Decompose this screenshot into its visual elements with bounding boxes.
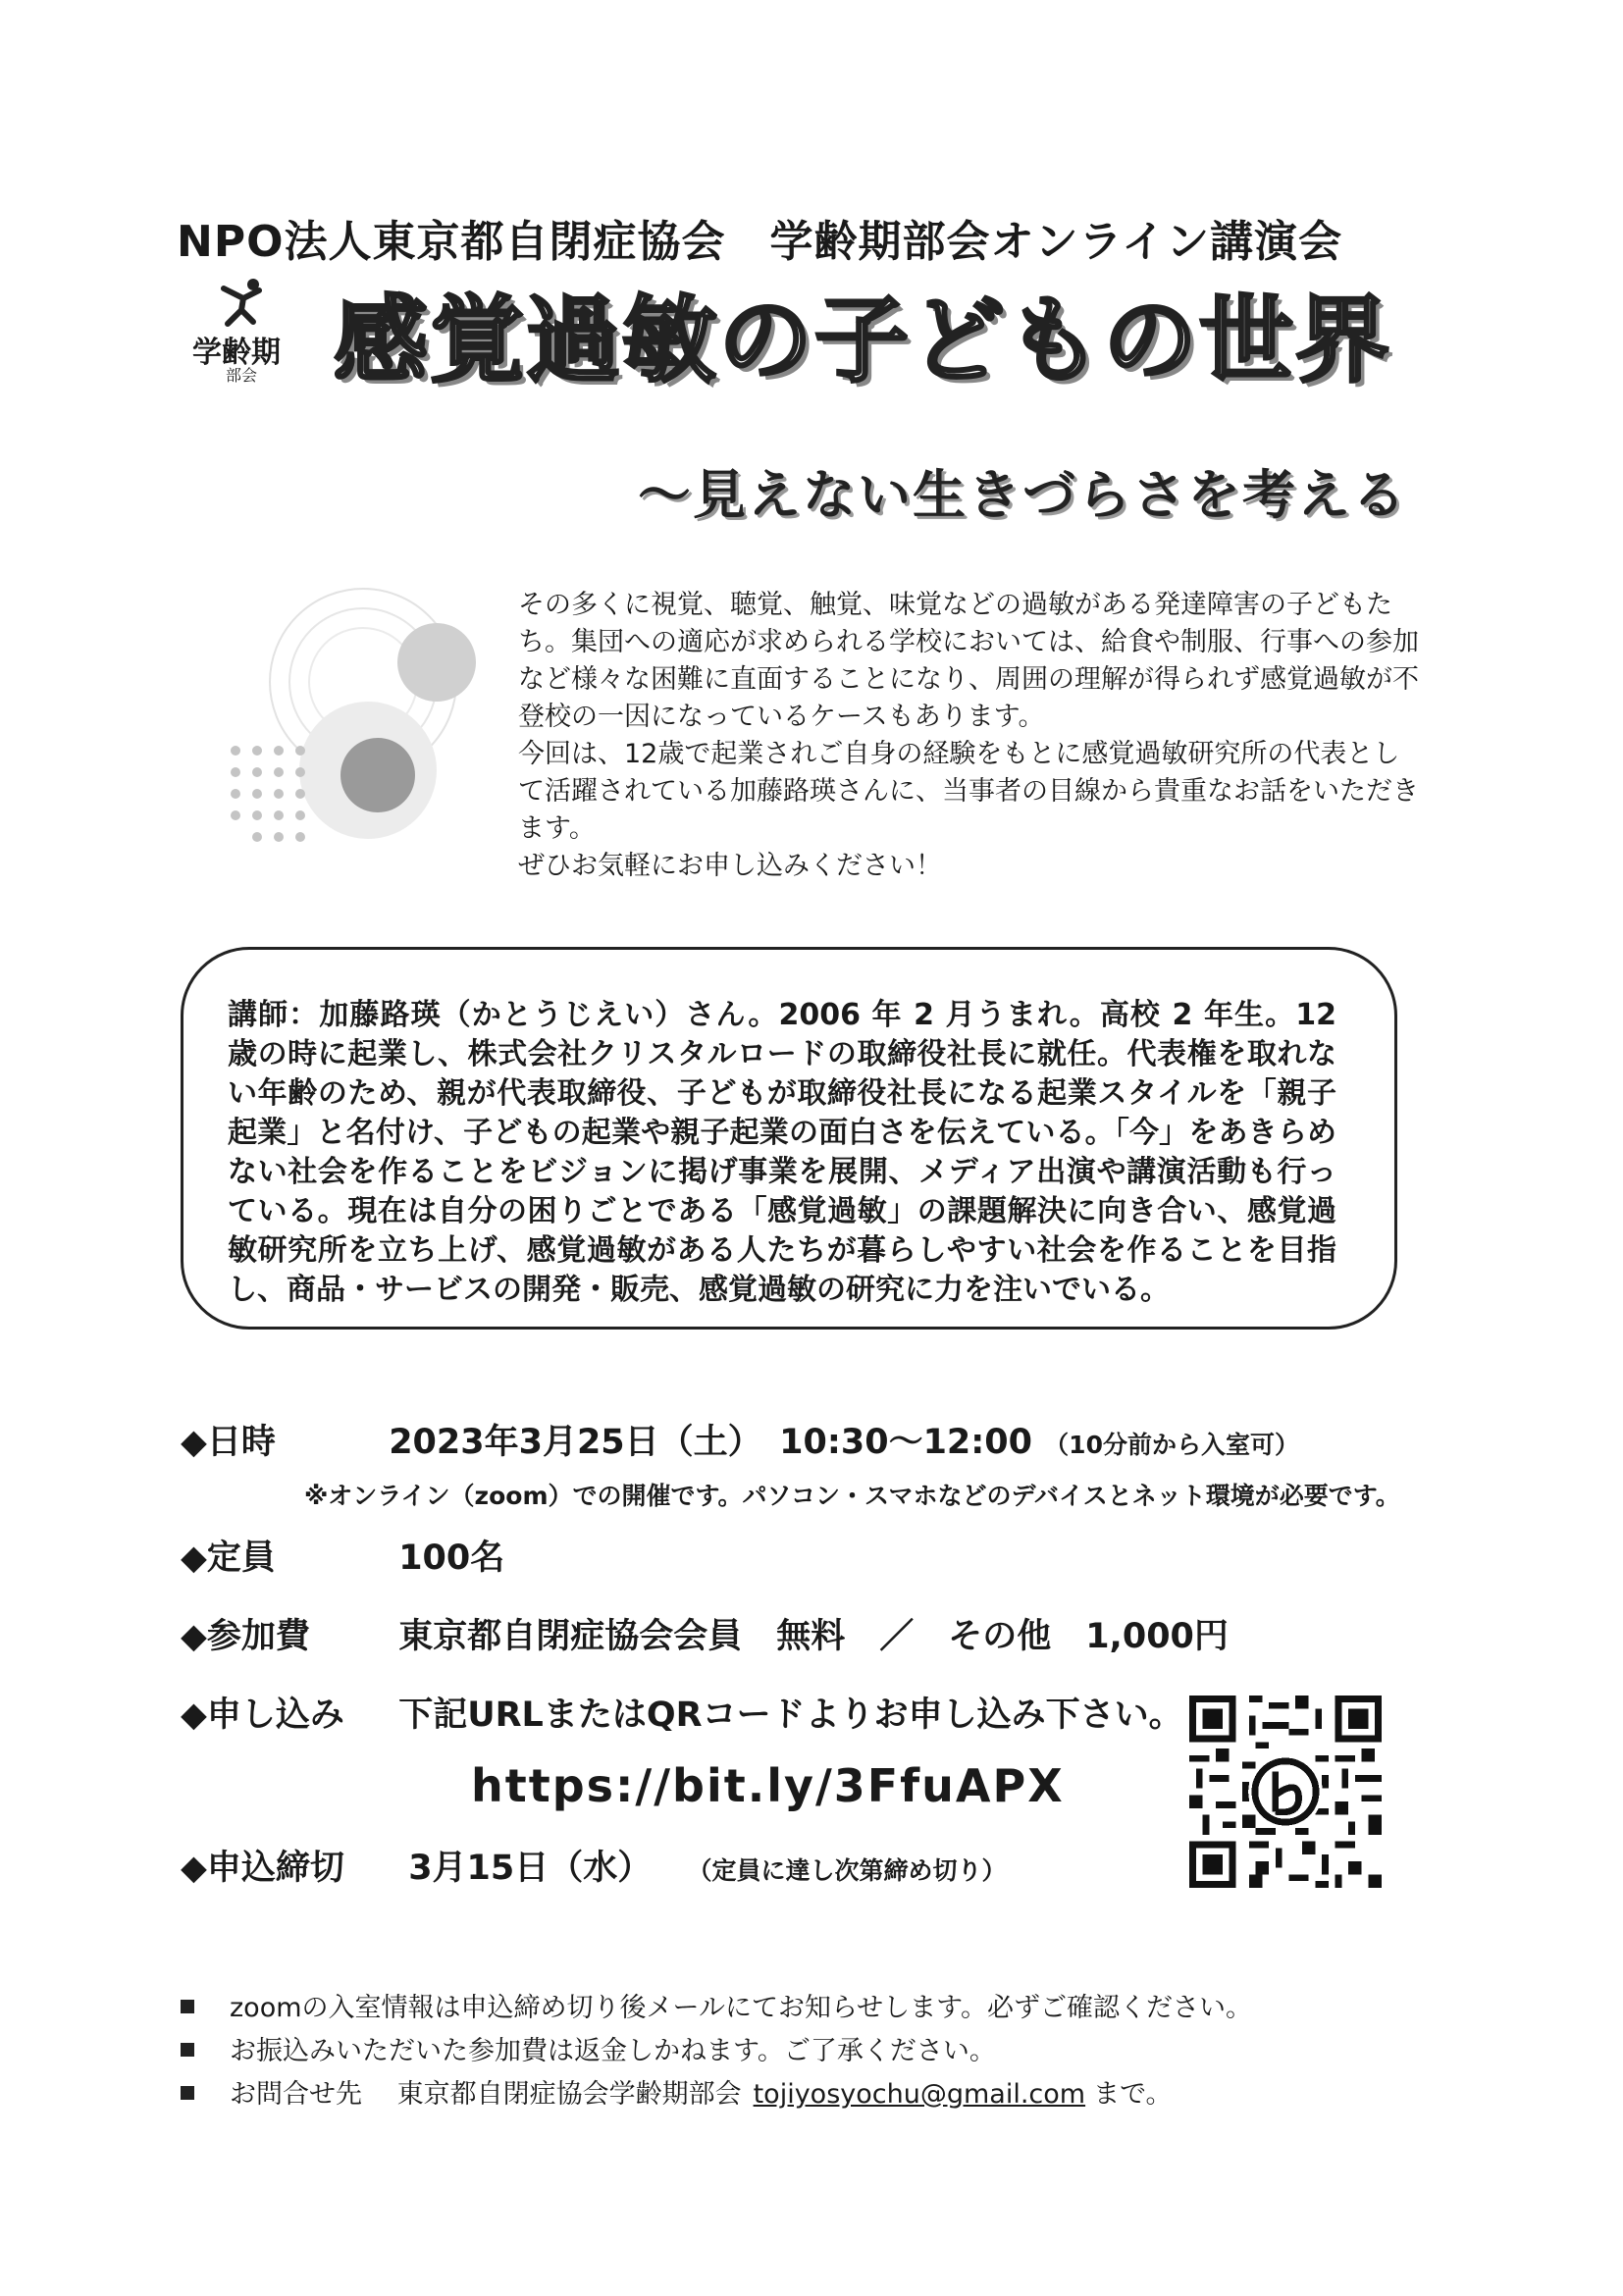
- fee-row: [181, 1609, 1229, 1658]
- footer-text: お問合せ先 東京都自閉症協会学齢期部会: [230, 2079, 742, 2110]
- footer-item: [181, 2072, 1407, 2111]
- footer-text: zoomの入室情報は申込締め切り後メールにてお知らせします。必ずご確認ください。: [230, 1993, 1252, 2023]
- bullet-square-icon: [181, 2000, 194, 2013]
- logo-text: 学齢期: [192, 336, 281, 370]
- online-note: ※オンライン（zoom）での開催です。パソコン・スマホなどのデバイスとネット環境が必要です。: [304, 1482, 1400, 1510]
- bullet-square-icon: [181, 2086, 194, 2100]
- footer-text: お振込みいただいた参加費は返金しかねます。ご了承ください。: [230, 2036, 996, 2066]
- qr-code[interactable]: [1189, 1696, 1382, 1888]
- deadline-value: 3月15日（水）: [408, 1849, 653, 1888]
- capacity-row: [181, 1531, 504, 1580]
- capacity-value: 100名: [398, 1539, 505, 1578]
- fee-label: ◆参加費: [181, 1617, 310, 1656]
- jumping-person-icon: [214, 277, 273, 328]
- footer-item: [181, 2029, 1407, 2067]
- deadline-row: [181, 1841, 1006, 1890]
- deadline-label: ◆申込締切: [181, 1849, 344, 1888]
- contact-email-link[interactable]: tojiyosyochu@gmail.com: [753, 2079, 1086, 2110]
- date-row: [181, 1415, 1299, 1464]
- footer-text: まで。: [1093, 2079, 1173, 2110]
- capacity-label: ◆定員: [181, 1539, 276, 1578]
- intro-text: [518, 587, 1421, 885]
- footer-item: [181, 1986, 1407, 2024]
- decorative-circles: [206, 574, 500, 868]
- speaker-bio: 講師：加藤路瑛（かとうじえい）さん。2006 年 2 月うまれ。高校 2 年生。12 歳の時に起業し、株式会社クリスタルロードの取締役社長に就任。代表権を取れない年齢のため、親が代表取締役、子どもが取締役社長になる起業スタイルを「親子起業」と名付け、子どもの起業や親子起業の面白さを伝えている。「今」をあきらめない社会を作ることをビジョンに掲げ事業を展開、メディア出演や講演活動も行っている。現在は自分の困りごとである「感覚過敏」の課題解決に向き合い、感覚過敏研究所を立ち上げ、感覚過敏がある人たちが暮らしやすい社会を作ることを目指し、商品・サービスの開発・販売、感覚過敏の研究に力を注いでいる。: [228, 998, 1336, 1307]
- date-note: （10分前から入室可）: [1044, 1431, 1299, 1459]
- apply-row: [181, 1688, 1183, 1737]
- fee-value: 東京都自閉症協会会員 無料 ／ その他 1,000円: [398, 1617, 1229, 1656]
- date-label: ◆日時: [181, 1423, 276, 1462]
- bullet-square-icon: [181, 2043, 194, 2057]
- page-title: 感覚過敏の子どもの世界: [334, 286, 1391, 395]
- intro-paragraph: 今回は、12歳で起業されご自身の経験をもとに感覚過敏研究所の代表として活躍されている加藤路瑛さんに、当事者の目線から貴重なお話をいただきます。: [518, 739, 1419, 844]
- intro-paragraph: その多くに視覚、聴覚、触覚、味覚などの過敏がある発達障害の子どもたち。集団への適応が求められる学校においては、給食や制服、行事への参加など様々な困難に直面することになり、周囲の理解が得られず感覚過敏が不登校の一因になっているケースもあります。: [518, 590, 1419, 732]
- event-header: NPO法人東京都自閉症協会 学齢期部会オンライン講演会: [177, 217, 1343, 267]
- date-value: 2023年3月25日（土） 10:30～12:00: [389, 1423, 1032, 1462]
- logo-subtext: 部会: [226, 366, 258, 385]
- apply-value: 下記URLまたはQRコードよりお申し込み下さい。: [398, 1696, 1183, 1735]
- deadline-note: （定員に達し次第締め切り）: [687, 1856, 1007, 1885]
- application-url[interactable]: https://bit.ly/3FfuAPX: [471, 1759, 1065, 1812]
- apply-label: ◆申し込み: [181, 1696, 344, 1735]
- logo: [192, 277, 302, 394]
- page-subtitle: ～見えない生きづらさを考える: [638, 464, 1407, 526]
- intro-paragraph: ぜひお気軽にお申し込みください！: [518, 851, 942, 881]
